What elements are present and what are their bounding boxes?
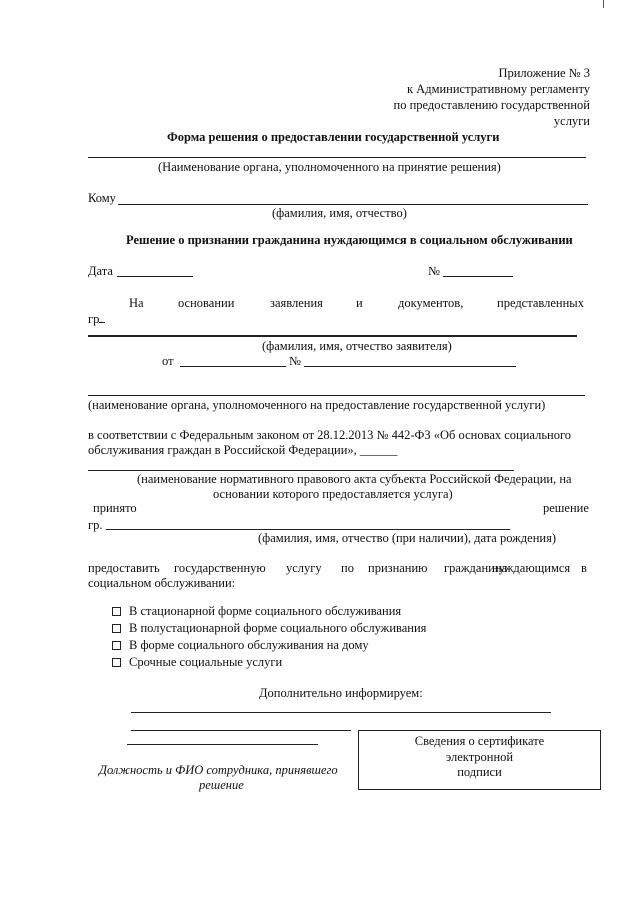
provide-word-1: предоставить [88,561,160,575]
from-number-label: № [289,354,301,368]
applicant-line[interactable] [88,335,577,337]
to-line[interactable] [118,204,588,205]
option-inpatient[interactable] [112,604,401,619]
basis-gr-underline [99,322,105,323]
from-label: от [162,354,174,368]
appendix-provision: по предоставлению государственной [393,98,590,112]
basis-word-5: документов, [398,296,464,310]
basis-word-3: заявления [270,296,323,310]
decision-title: Решение о признании гражданина нуждающимся в социальном обслуживании [126,233,573,247]
option-inpatient-label: В стационарной форме социального обслуживания [129,604,402,618]
basis-word-4: и [356,296,363,310]
law-text-line-1: в соответствии с Федеральным законом от 28.12.2013 № 442-ФЗ «Об основах социального [88,428,572,442]
act-line[interactable] [88,470,514,471]
option-semi-inpatient-label: В полустационарной форме социального обслуживания [129,621,427,635]
provide-word-3: услугу [286,561,322,575]
basis-word-6: представленных [497,296,584,310]
appendix-service: услуги [553,114,590,128]
provide-word-7: нуждающимся [492,561,571,575]
organ-line[interactable] [88,157,586,158]
law-text-line-2: обслуживания граждан в Российской Федерации», ______ [88,443,398,457]
option-semi-inpatient[interactable] [112,621,426,636]
organ-caption: (Наименование органа, уполномоченного на принятие решения) [158,160,501,174]
provide-word-2: государственную [174,561,266,575]
date-line[interactable] [117,276,193,277]
provide-word-6: гражданина [444,561,508,575]
basis-gr-label: гр. [88,312,103,326]
provide-word-8: в [581,561,587,575]
additional-info-line-2[interactable] [131,730,351,731]
from-date-line[interactable] [180,366,286,367]
option-home[interactable] [112,638,369,653]
checkbox-home[interactable] [112,641,121,650]
organ2-line[interactable] [88,395,585,396]
basis-word-1: На [129,296,144,310]
signatory-line[interactable] [127,744,318,745]
form-title: Форма решения о предоставлении государственной услуги [167,130,500,144]
additional-info-label: Дополнительно информируем: [259,686,423,700]
number-line[interactable] [443,276,513,277]
organ2-caption: (наименование органа, уполномоченного на предоставление государственной услуги) [88,398,546,412]
option-urgent-label: Срочные социальные услуги [129,655,283,669]
additional-info-line-1[interactable] [131,712,551,713]
citizen-line[interactable] [106,529,510,530]
basis-word-2: основании [178,296,235,310]
checkbox-semi-inpatient[interactable] [112,624,121,633]
citizen-caption: (фамилия, имя, отчество (при наличии), дата рождения) [258,531,556,545]
provide-word-4: по [341,561,354,575]
number-label: № [428,264,440,278]
provide-text-line-2: социальном обслуживании: [88,576,236,590]
certificate-line-3: подписи [457,765,502,780]
appendix-regulation: к Административному регламенту [406,82,590,96]
signatory-caption-2: решение [199,778,244,792]
certificate-line-1: Сведения о сертификате [414,734,545,748]
signatory-caption-1: Должность и ФИО сотрудника, принявшего [99,763,338,777]
option-urgent[interactable] [112,655,282,670]
provide-word-5: признанию [368,561,428,575]
applicant-caption: (фамилия, имя, отчество заявителя) [262,339,452,353]
appendix-number: Приложение № 3 [498,66,590,80]
checkbox-urgent[interactable] [112,658,121,667]
citizen-gr-label: гр. [88,518,103,532]
checkbox-inpatient[interactable] [112,607,121,616]
certificate-line-2: электронной [445,749,514,764]
accepted-label: принято [93,501,137,515]
date-label: Дата [88,264,113,278]
option-home-label: В форме социального обслуживания на дому [129,638,369,652]
to-label: Кому [88,191,116,205]
to-caption: (фамилия, имя, отчество) [272,206,407,220]
signature-certificate-box [358,730,601,790]
act-caption-2: основании которого предоставляется услуга) [213,487,453,501]
act-caption-1: (наименование нормативного правового акта субъекта Российской Федерации, на [137,472,572,486]
from-number-line[interactable] [304,366,516,367]
decision-label: решение [543,501,589,515]
scan-corner-mark [603,0,604,8]
